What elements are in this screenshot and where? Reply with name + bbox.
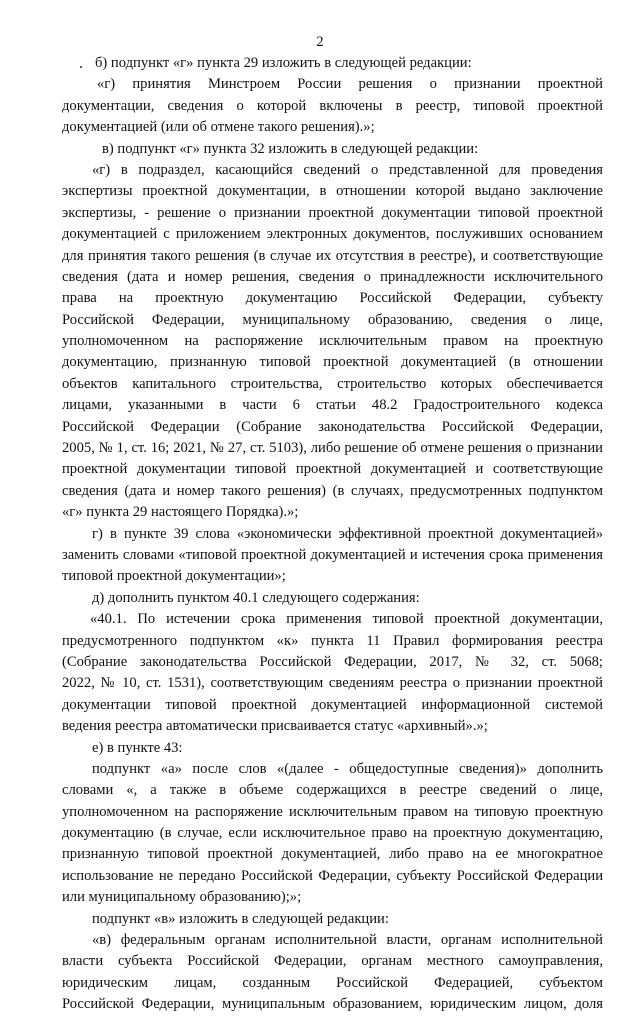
text-line: документации типовой проектной документацией информационной системой [62,696,603,713]
text-line: лицами, указанными в части 6 статьи 48.2 Градостроительного кодекса [62,397,603,414]
text-line: «в) федеральным органам исполнительной власти, органам исполнительной [92,932,603,949]
text-line: «г) в подраздел, касающийся сведений о представленной для проведения [92,161,603,178]
text-line: г) в пункте 39 слова «экономически эффективной проектной документацией» [92,525,603,542]
text-line: использование не передано Российской Федерации, субъекту Российской Федерации [62,867,603,884]
text-line: «г) принятия Минстроем России решения о признании проектной [97,76,603,93]
text-line: «г» пункта 29 настоящего Порядка).»; [62,504,299,521]
text-line: документации, сведения о которой включены в реестр, типовой проектной [62,97,603,114]
page-number: 2 [316,34,324,50]
text-line: ведения реестра автоматически присваивается статус «архивный».»; [62,718,488,735]
text-line: подпункт «а» после слов «(далее - общедоступные сведения)» дополнить [92,760,603,777]
text-line: признанную типовой проектной документацией, либо право на ее многократное [62,846,603,863]
text-line: документацией с приложением электронных документов, послуживших основанием [62,226,603,243]
text-line: 2005, № 1, ст. 16; 2021, № 27, ст. 5103), либо решение об отмене решения о признании [62,440,603,457]
text-line: сведения (дата и номер такого решения) (в случаях, предусмотренных подпунктом [62,482,603,499]
text-line: документацию, признанную типовой проектной документацией (в отношении [62,354,603,371]
text-line: 2022, № 10, ст. 1531), соответствующим сведениям реестра о признании проектной [62,675,603,692]
text-line: для принятия такого решения (в случае их отсутствия в реестре), и соответствующие [62,247,603,264]
text-line: «40.1. По истечении срока применения типовой проектной документации, [90,611,603,628]
text-line: д) дополнить пунктом 40.1 следующего содержания: [92,589,420,606]
text-line: Российской Федерации (Собрание законодательства Российской Федерации, [62,418,603,435]
text-line: подпункт «в» изложить в следующей редакции: [92,910,389,927]
text-line: б) подпункт «г» пункта 29 изложить в следующей редакции: [95,55,472,71]
text-line: власти субъекта Российской Федерации, органам местного самоуправления, [62,953,603,970]
text-line: Российской Федерации, муниципальному образованию, сведения о лице, [62,311,603,328]
text-line: права на проектную документацию Российской Федерации, субъекту [62,290,603,307]
text-line: экспертизы, - решение о признании проектной документации типовой проектной [62,204,603,221]
text-line: е) в пункте 43: [92,739,183,756]
document-body [62,53,603,1016]
text-line: экспертизы проектной документации, в отношении которой выдано заключение [62,183,603,200]
text-line: или муниципальному образованию);»; [62,889,302,906]
text-line: словами «, а также в объеме содержащихся в реестре сведений о лице, [62,782,603,799]
text-line: объектов капитального строительства, строительство которых обеспечивается [62,375,603,392]
text-line: в) подпункт «г» пункта 32 изложить в следующей редакции: [102,140,479,157]
text-line: Российской Федерации, муниципальным образованием, юридическим лицом, доля [62,996,603,1013]
text-line: юридическим лицам, созданным Российской Федерацией, субъектом [62,974,603,991]
text-line: заменить словами «типовой проектной документацией и истечения срока применения [62,546,603,563]
margin-mark: . [79,55,83,72]
text-line: (Собрание законодательства Российской Федерации, 2017, № 32, ст. 5068; [62,653,603,670]
text-line: предусмотренного подпунктом «к» пункта 11 Правил формирования реестра [62,632,603,649]
text-line: проектной документации типовой проектной документацией и соответствующие [62,461,603,478]
text-line: уполномоченном на распоряжение исключительным правом на типовую проектную [62,803,603,820]
text-line: типовой проектной документации»; [62,568,286,585]
text-line: сведения (дата и номер решения, сведения о принадлежности исключительного [62,268,603,285]
text-line: уполномоченном на распоряжение исключительным правом на проектную [62,333,603,350]
text-line: документацию (в случае, если исключительное право на проектную документацию, [62,825,603,842]
text-line: документацией (или об отмене такого решения).»; [62,119,375,136]
